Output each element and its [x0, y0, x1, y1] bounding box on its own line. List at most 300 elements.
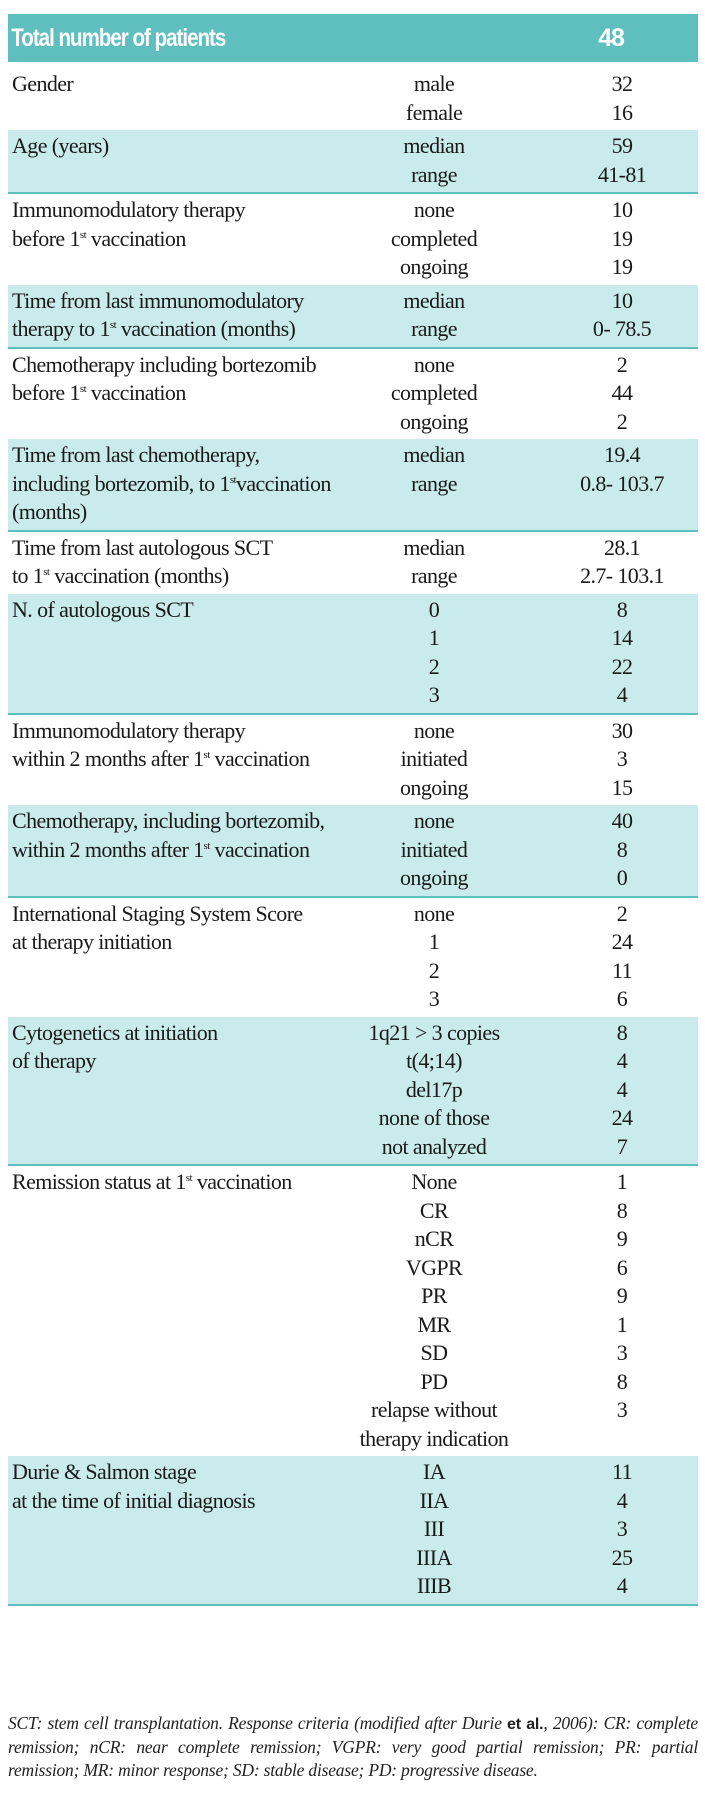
- table-row: [334, 681, 698, 710]
- category-text: range: [411, 470, 457, 496]
- table-row: [334, 161, 698, 190]
- table-row: [334, 717, 698, 746]
- category-text: median: [403, 534, 465, 560]
- value-cell: 28.1: [603, 534, 641, 560]
- value-cell: 1: [616, 1169, 628, 1194]
- category-text: initiated: [400, 746, 468, 771]
- label-text: before 1: [12, 380, 80, 405]
- row-label-line: [12, 70, 334, 99]
- label-text: therapy to 1: [12, 316, 110, 341]
- table-footnote: [8, 1712, 698, 1782]
- row-label-line: [12, 745, 334, 774]
- label-text: Remission status at 1: [12, 1169, 186, 1194]
- value-cell: 40: [611, 808, 633, 833]
- category-text: del17p: [405, 1076, 463, 1102]
- table-row: [334, 1487, 698, 1516]
- category-cell: [334, 1047, 534, 1076]
- category-cell: [334, 596, 534, 625]
- category-text: median: [403, 442, 465, 467]
- category-cell: [334, 1104, 534, 1133]
- category-text: VGPR: [405, 1254, 463, 1280]
- table-row-group: [8, 349, 698, 440]
- value-cell: 4: [616, 1048, 628, 1073]
- table-row-group: [8, 594, 698, 715]
- value-cell: 3: [616, 1397, 628, 1422]
- label-text: Gender: [12, 71, 74, 96]
- value-cell: 3: [616, 746, 628, 771]
- superscript: st: [79, 228, 87, 241]
- value-cell: 2: [616, 351, 628, 377]
- label-text: of therapy: [12, 1048, 96, 1073]
- table-row: [334, 379, 698, 408]
- value-cell: 4: [616, 1076, 628, 1102]
- category-cell: [334, 624, 534, 653]
- patient-characteristics-table: [8, 14, 698, 1606]
- category-text: none: [413, 197, 455, 222]
- value-cell: 6: [616, 986, 628, 1011]
- value-cell: 8: [616, 1019, 628, 1045]
- table-row: [334, 441, 698, 470]
- table-row: [334, 408, 698, 437]
- category-cell: [334, 745, 534, 774]
- category-text: median: [403, 287, 465, 313]
- row-items: [334, 351, 698, 437]
- category-cell: [334, 774, 534, 803]
- row-items: [334, 1168, 698, 1453]
- category-text: completed: [390, 225, 478, 251]
- table-row-group: [8, 1456, 698, 1606]
- category-cell: [334, 1197, 534, 1226]
- category-text: SD: [420, 1340, 448, 1365]
- category-text: median: [403, 133, 465, 158]
- table-row-group: [8, 1166, 698, 1456]
- value-cell: 2: [616, 408, 628, 434]
- category-text: relapse without: [370, 1397, 498, 1422]
- row-label-line: [12, 351, 334, 380]
- table-row: [334, 1225, 698, 1254]
- table-row: [334, 1339, 698, 1368]
- category-text: ongoing: [400, 774, 468, 800]
- category-cell: [334, 132, 534, 161]
- table-row: [334, 534, 698, 563]
- row-label-line: [12, 441, 334, 470]
- row-items: [334, 717, 698, 803]
- table-row-group: [8, 805, 698, 898]
- superscript: st: [229, 473, 236, 486]
- table-row: [334, 1572, 698, 1601]
- table-row-group: [8, 898, 698, 1017]
- row-items: [334, 441, 698, 527]
- table-row: [334, 562, 698, 591]
- row-label-line: [12, 315, 334, 344]
- table-row-group: [8, 532, 698, 594]
- label-text: including bortezomib, to 1: [12, 470, 230, 496]
- value-cell: 0- 78.5: [592, 316, 652, 341]
- row-label: [8, 717, 334, 803]
- row-label: [8, 441, 334, 527]
- row-items: [334, 1458, 698, 1601]
- label-text: at therapy initiation: [12, 929, 172, 954]
- category-text: ongoing: [400, 408, 468, 434]
- table-row: [334, 1311, 698, 1340]
- value-cell: 30: [611, 717, 633, 743]
- label-text: at the time of initial diagnosis: [12, 1487, 255, 1513]
- category-cell: [334, 985, 534, 1014]
- value-cell: 15: [611, 774, 633, 800]
- table-row: [334, 1458, 698, 1487]
- row-label-line: [12, 807, 334, 836]
- row-label-line: [12, 596, 334, 625]
- footnote-text-1: SCT: stem cell transplantation. Response criteria (modified after Durie: [8, 1713, 508, 1733]
- value-cell: 59: [611, 133, 633, 158]
- table-row: [334, 1515, 698, 1544]
- value-cell: 7: [616, 1133, 628, 1159]
- category-cell: [334, 1339, 534, 1368]
- category-cell: [334, 1572, 534, 1601]
- category-text: 1q21 > 3 copies: [368, 1019, 500, 1045]
- category-cell: [334, 70, 534, 99]
- label-text: vaccination: [86, 380, 186, 405]
- table-row: [334, 196, 698, 225]
- table-row: [334, 1254, 698, 1283]
- table-row: [334, 1544, 698, 1573]
- value-cell: 11: [612, 957, 632, 983]
- row-label-line: [12, 1487, 334, 1516]
- category-cell: [334, 225, 534, 254]
- row-label-line: [12, 196, 334, 225]
- row-items: [334, 287, 698, 344]
- category-text: initiated: [400, 836, 468, 862]
- table-row: [334, 1076, 698, 1105]
- label-text: within 2 months after 1: [12, 746, 204, 771]
- table-row: [334, 836, 698, 865]
- category-cell: [334, 196, 534, 225]
- footnote-et-al: et al.: [507, 1716, 544, 1733]
- table-row: [334, 1368, 698, 1397]
- table-row: [334, 1133, 698, 1162]
- table-row-group: [8, 439, 698, 532]
- table-row: [334, 864, 698, 893]
- category-text: ongoing: [400, 865, 468, 890]
- value-cell: 2.7- 103.1: [580, 563, 664, 588]
- label-text: vaccination (months): [49, 563, 229, 588]
- table-row-group: [8, 130, 698, 194]
- table-row-group: [8, 715, 698, 806]
- table-header-row: [8, 14, 698, 62]
- category-cell: [334, 315, 534, 344]
- category-cell: [334, 1168, 534, 1197]
- table-row: [334, 99, 698, 128]
- category-text: therapy indication: [359, 1425, 509, 1451]
- category-text: none of those: [378, 1105, 490, 1130]
- table-row: [334, 653, 698, 682]
- category-text: PD: [420, 1368, 448, 1394]
- category-text: 1: [428, 929, 440, 954]
- category-text: None: [411, 1169, 457, 1194]
- table-row: [334, 315, 698, 344]
- row-label: [8, 596, 334, 710]
- category-text: III: [423, 1516, 445, 1541]
- value-cell: 16: [611, 99, 633, 125]
- label-text: within 2 months after 1: [12, 836, 204, 862]
- category-text: none: [413, 808, 455, 833]
- table-body: [8, 68, 698, 1606]
- category-text: 2: [428, 957, 440, 983]
- category-cell: [334, 1458, 534, 1487]
- table-row: [334, 225, 698, 254]
- header-label: Total number of patients: [11, 23, 226, 52]
- value-cell: 8: [616, 1197, 628, 1223]
- category-text: completed: [390, 380, 478, 405]
- category-cell: [334, 379, 534, 408]
- row-label-line: [12, 562, 334, 591]
- value-cell: 8: [616, 836, 628, 862]
- category-cell: [334, 1396, 534, 1453]
- row-label-line: [12, 287, 334, 316]
- row-items: [334, 900, 698, 1014]
- value-cell: 0.8- 103.7: [580, 470, 664, 496]
- superscript: st: [109, 319, 117, 331]
- category-text: none: [413, 900, 455, 926]
- category-text: 1: [428, 625, 440, 650]
- category-text: IIIA: [416, 1544, 452, 1570]
- category-text: IIA: [419, 1487, 449, 1513]
- label-text: Chemotherapy, including bortezomib,: [12, 808, 325, 833]
- label-text: Time from last autologous SCT: [12, 534, 273, 560]
- row-items: [334, 807, 698, 893]
- category-text: nCR: [414, 1226, 454, 1251]
- value-cell: 6: [616, 1254, 628, 1280]
- category-text: PR: [421, 1283, 447, 1308]
- table-row: [334, 774, 698, 803]
- category-text: none: [413, 351, 455, 377]
- row-label-line: [12, 379, 334, 408]
- category-text: none: [413, 717, 455, 743]
- row-label-line: [12, 498, 334, 527]
- row-label-line: [12, 928, 334, 957]
- row-label: [8, 900, 334, 1014]
- label-text: Immunomodulatory therapy: [12, 197, 246, 222]
- value-cell: 4: [616, 1487, 628, 1513]
- table-row: [334, 1197, 698, 1226]
- category-cell: [334, 470, 534, 499]
- superscript: st: [203, 839, 210, 852]
- category-text: 2: [428, 653, 440, 679]
- category-cell: [334, 653, 534, 682]
- category-cell: [334, 534, 534, 563]
- label-text: Time from last immunomodulatory: [12, 287, 304, 313]
- category-cell: [334, 1487, 534, 1516]
- row-label-line: [12, 470, 334, 499]
- category-cell: [334, 1311, 534, 1340]
- table-row-group: [8, 1017, 698, 1167]
- row-label-line: [12, 132, 334, 161]
- superscript: st: [79, 383, 87, 395]
- table-row: [334, 70, 698, 99]
- row-items: [334, 132, 698, 189]
- category-text: CR: [419, 1197, 449, 1223]
- category-cell: [334, 1282, 534, 1311]
- table-row: [334, 624, 698, 653]
- row-items: [334, 196, 698, 282]
- category-text: range: [411, 563, 457, 588]
- value-cell: 10: [611, 197, 633, 222]
- table-row: [334, 287, 698, 316]
- value-cell: 24: [611, 929, 633, 954]
- table-row: [334, 985, 698, 1014]
- table-row: [334, 807, 698, 836]
- table-row: [334, 1168, 698, 1197]
- category-text: IIIB: [416, 1573, 452, 1598]
- value-cell: 1: [616, 1311, 628, 1337]
- table-row: [334, 957, 698, 986]
- superscript: st: [43, 566, 50, 578]
- label-text: Durie & Salmon stage: [12, 1459, 197, 1484]
- label-text: vaccination: [209, 836, 310, 862]
- value-cell: 22: [611, 653, 633, 679]
- table-row: [334, 1019, 698, 1048]
- label-text: vaccination: [191, 1169, 292, 1194]
- category-text: female: [405, 99, 463, 125]
- superscript: st: [203, 749, 210, 761]
- category-cell: [334, 441, 534, 470]
- footnote-text-2: , 2006): CR: complete remission; nCR: near complete remission; VGPR: very good partial remission; PR: partial remission; MR: minor response; SD: stable disease; PD: progressive disease.: [8, 1713, 699, 1780]
- category-text: range: [411, 316, 457, 341]
- row-label: [8, 1458, 334, 1601]
- value-cell: 8: [616, 1368, 628, 1394]
- category-cell: [334, 1133, 534, 1162]
- label-text: N. of autologous SCT: [12, 596, 194, 622]
- category-cell: [334, 1544, 534, 1573]
- category-cell: [334, 1019, 534, 1048]
- row-items: [334, 534, 698, 591]
- superscript: st: [185, 1172, 192, 1184]
- category-cell: [334, 562, 534, 591]
- label-text: to 1: [12, 563, 44, 588]
- value-cell: 11: [612, 1459, 632, 1484]
- value-cell: 41-81: [597, 161, 647, 187]
- table-row: [334, 900, 698, 929]
- row-label-line: [12, 1458, 334, 1487]
- label-text: International Staging System Score: [12, 900, 303, 926]
- category-cell: [334, 957, 534, 986]
- category-cell: [334, 408, 534, 437]
- header-value: 48: [598, 23, 624, 52]
- row-label-line: [12, 1019, 334, 1048]
- label-text: Time from last chemotherapy,: [12, 442, 260, 467]
- value-cell: 19.4: [603, 442, 641, 467]
- category-cell: [334, 161, 534, 190]
- value-cell: 4: [616, 682, 628, 707]
- value-cell: 44: [611, 380, 633, 405]
- table-row: [334, 470, 698, 499]
- category-cell: [334, 1254, 534, 1283]
- category-text: IA: [422, 1459, 445, 1484]
- category-cell: [334, 351, 534, 380]
- value-cell: 8: [616, 596, 628, 622]
- table-row: [334, 351, 698, 380]
- category-text: 3: [428, 986, 440, 1011]
- category-text: ongoing: [400, 254, 468, 279]
- category-cell: [334, 928, 534, 957]
- category-text: range: [411, 161, 457, 187]
- table-row: [334, 1104, 698, 1133]
- category-cell: [334, 1515, 534, 1544]
- value-cell: 25: [611, 1544, 633, 1570]
- row-items: [334, 596, 698, 710]
- label-text: (months): [12, 499, 87, 524]
- row-items: [334, 1019, 698, 1162]
- row-label: [8, 807, 334, 893]
- category-text: not analyzed: [381, 1133, 487, 1159]
- row-label-line: [12, 836, 334, 865]
- row-label: [8, 351, 334, 437]
- category-cell: [334, 807, 534, 836]
- label-text: Cytogenetics at initiation: [12, 1019, 218, 1045]
- label-text: Chemotherapy including bortezomib: [12, 351, 317, 377]
- category-cell: [334, 99, 534, 128]
- value-cell: 9: [616, 1226, 628, 1251]
- row-label-line: [12, 900, 334, 929]
- table-row-group: [8, 68, 698, 130]
- row-label-line: [12, 1168, 334, 1197]
- category-cell: [334, 1225, 534, 1254]
- category-cell: [334, 836, 534, 865]
- row-label-line: [12, 225, 334, 254]
- row-label-line: [12, 717, 334, 746]
- table-row: [334, 1396, 698, 1453]
- value-cell: 32: [611, 71, 633, 96]
- category-cell: [334, 1076, 534, 1105]
- category-cell: [334, 717, 534, 746]
- table-row: [334, 745, 698, 774]
- table-row: [334, 928, 698, 957]
- label-text: vaccination: [86, 225, 186, 251]
- value-cell: 0: [616, 865, 628, 890]
- label-text: Immunomodulatory therapy: [12, 717, 246, 743]
- value-cell: 4: [616, 1573, 628, 1598]
- row-label: [8, 534, 334, 591]
- category-cell: [334, 253, 534, 282]
- category-text: 3: [428, 682, 440, 707]
- row-items: [334, 70, 698, 127]
- row-label-line: [12, 534, 334, 563]
- label-text: vaccination (months): [116, 316, 296, 341]
- value-cell: 19: [611, 225, 633, 251]
- label-text: Age (years): [12, 133, 109, 158]
- category-text: MR: [417, 1311, 451, 1337]
- table-row-group: [8, 285, 698, 349]
- category-text: t(4;14): [406, 1048, 462, 1073]
- label-text: vaccination: [235, 470, 331, 496]
- row-label: [8, 1168, 334, 1453]
- value-cell: 24: [611, 1105, 633, 1130]
- row-label: [8, 70, 334, 127]
- row-label: [8, 196, 334, 282]
- value-cell: 2: [616, 900, 628, 926]
- category-cell: [334, 287, 534, 316]
- value-cell: 3: [616, 1516, 628, 1541]
- category-cell: [334, 864, 534, 893]
- row-label: [8, 1019, 334, 1162]
- row-label: [8, 132, 334, 189]
- label-text: before 1: [12, 225, 80, 251]
- table-row: [334, 1047, 698, 1076]
- table-row: [334, 132, 698, 161]
- value-cell: 3: [616, 1340, 628, 1365]
- value-cell: 10: [611, 287, 633, 313]
- category-cell: [334, 1368, 534, 1397]
